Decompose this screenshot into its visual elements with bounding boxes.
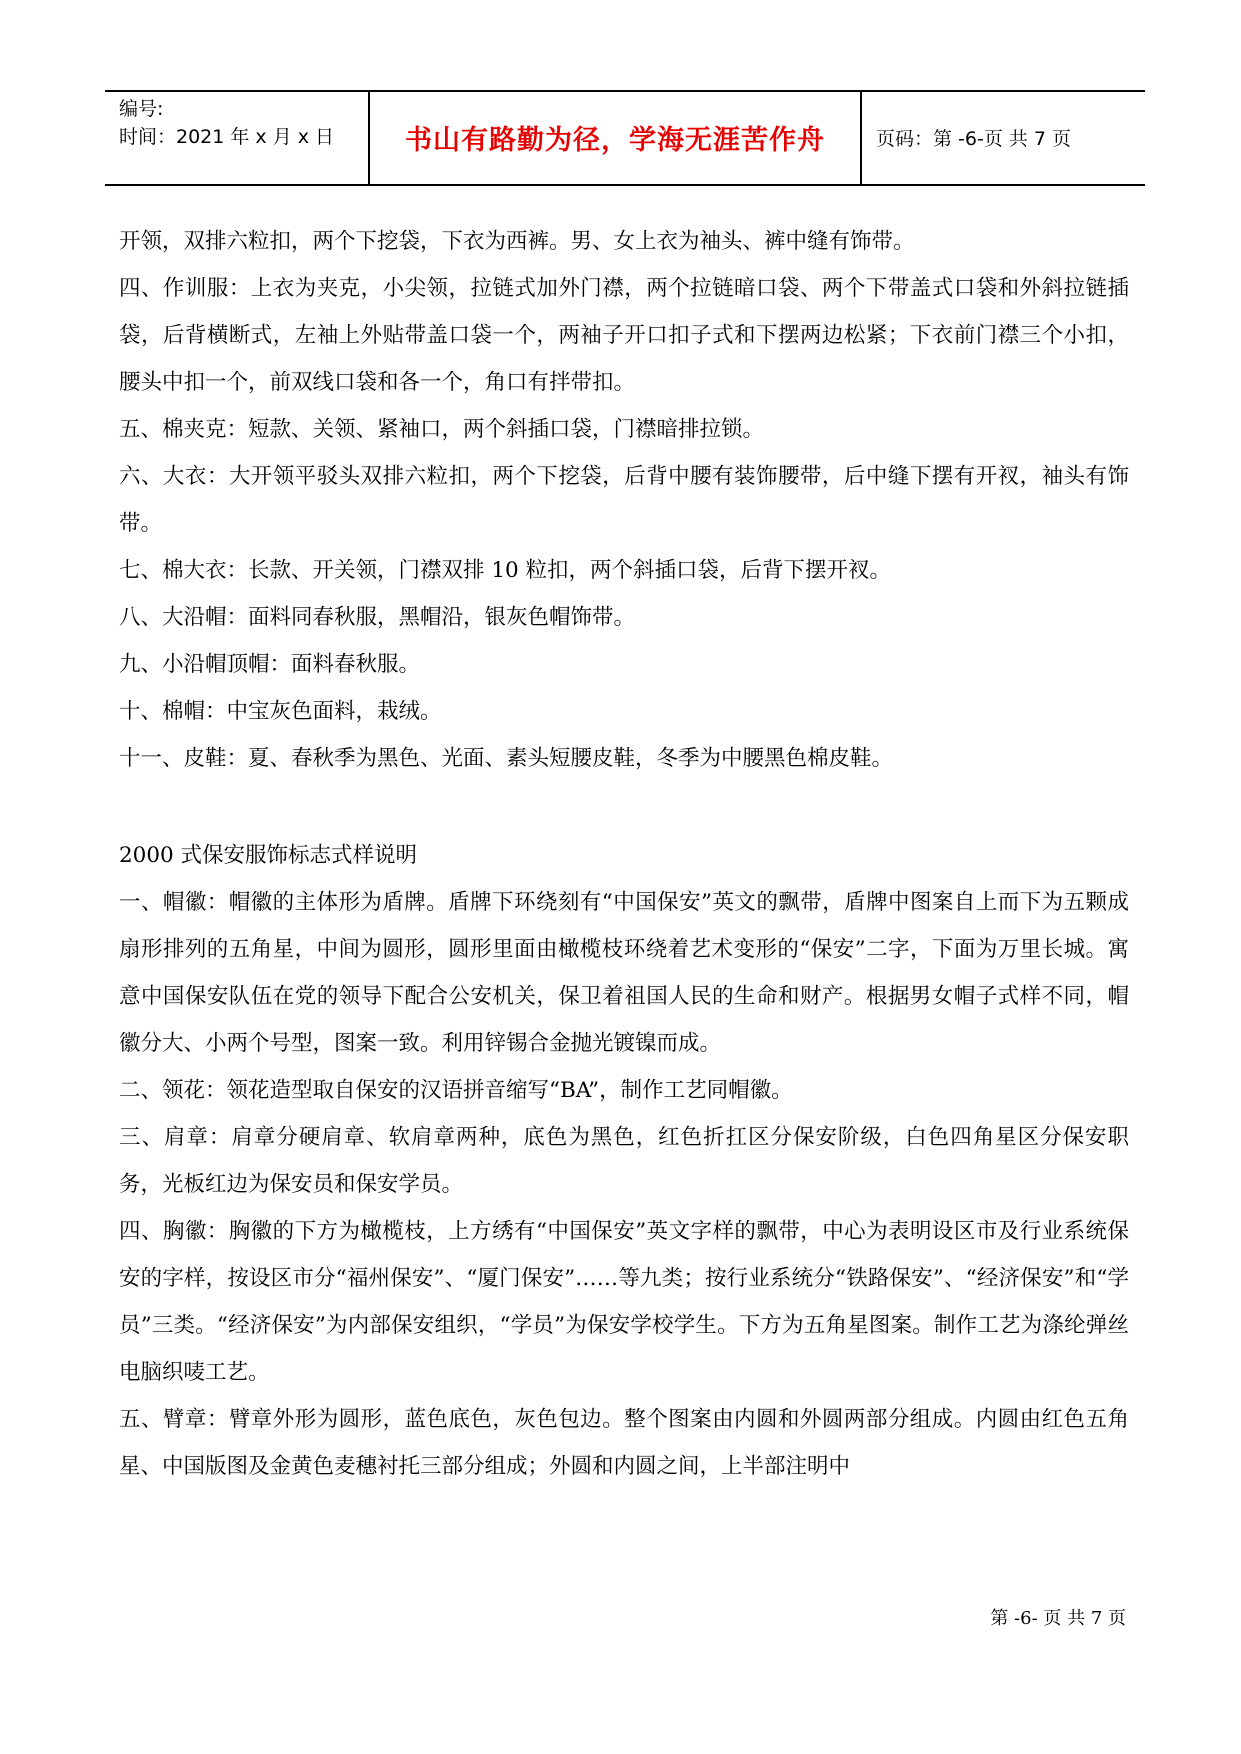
paragraph-8: 十、棉帽：中宝灰色面料，栽绒。 [119, 699, 442, 724]
document-time-label: 时间：2021 年 x 月 x 日 [119, 126, 335, 148]
paragraph-6: 八、大沿帽：面料同春秋服，黑帽沿，银灰色帽饰带。 [119, 605, 636, 630]
header-left-cell [105, 92, 370, 184]
page-header [105, 90, 1145, 186]
header-page-info: 页码：第 -6-页 共 7 页 [876, 128, 1072, 150]
document-number-label: 编号: [119, 98, 164, 120]
header-motto: 书山有路勤为径，学海无涯苦作舟 [405, 125, 825, 156]
section-paragraph-5: 五、臂章：臂章外形为圆形，蓝色底色，灰色包边。整个图案由内圆和外圆两部分组成。内圆由红色五角星、中国版图及金黄色麦穗衬托三部分组成；外圆和内圆之间，上半部注明中 [119, 1407, 1129, 1479]
section-title: 2000 式保安服饰标志式样说明 [119, 843, 418, 868]
paragraph-7: 九、小沿帽顶帽：面料春秋服。 [119, 652, 421, 677]
paragraph-5: 七、棉大衣：长款、开关领，门襟双排 10 粒扣，两个斜插口袋，后背下摆开衩。 [119, 558, 892, 583]
paragraph-2: 四、作训服：上衣为夹克，小尖领，拉链式加外门襟，两个拉链暗口袋、两个下带盖式口袋和外斜拉链插袋，后背横断式，左袖上外贴带盖口袋一个，两袖子开口扣子式和下摆两边松紧；下衣前门襟三个小扣，腰头中扣一个，前双线口袋和各一个，角口有拌带扣。 [119, 276, 1129, 395]
section-paragraph-2: 二、领花：领花造型取自保安的汉语拼音缩写“BA”，制作工艺同帽徽。 [119, 1078, 793, 1103]
header-middle-cell [370, 92, 862, 184]
paragraph-4: 六、大衣：大开领平驳头双排六粒扣，两个下挖袋，后背中腰有装饰腰带，后中缝下摆有开衩，袖头有饰带。 [119, 464, 1129, 536]
page-footer: 第 -6- 页 共 7 页 [990, 1608, 1126, 1629]
paragraph-3: 五、棉夹克：短款、关领、紧袖口，两个斜插口袋，门襟暗排拉锁。 [119, 417, 765, 442]
section-paragraph-3: 三、肩章：肩章分硬肩章、软肩章两种，底色为黑色，红色折扛区分保安阶级，白色四角星区分保安职务，光板红边为保安员和保安学员。 [119, 1125, 1129, 1197]
document-body [119, 218, 1129, 1490]
section-paragraph-1: 一、帽徽：帽徽的主体形为盾牌。盾牌下环绕刻有“中国保安”英文的飘带，盾牌中图案自上而下为五颗成扇形排列的五角星，中间为圆形，圆形里面由橄榄枝环绕着艺术变形的“保安”二字，下面为万里长城。寓意中国保安队伍在党的领导下配合公安机关，保卫着祖国人民的生命和财产。根据男女帽子式样不同，帽徽分大、小两个号型，图案一致。利用锌锡合金抛光镀镍而成。 [119, 890, 1129, 1056]
header-right-cell [862, 92, 1145, 184]
paragraph-9: 十一、皮鞋：夏、春秋季为黑色、光面、素头短腰皮鞋，冬季为中腰黑色棉皮鞋。 [119, 746, 894, 771]
paragraph-1: 开领，双排六粒扣，两个下挖袋，下衣为西裤。男、女上衣为袖头、裤中缝有饰带。 [119, 229, 915, 254]
section-spacer [119, 782, 1129, 832]
section-paragraph-4: 四、胸徽：胸徽的下方为橄榄枝，上方绣有“中国保安”英文字样的飘带，中心为表明设区市及行业系统保安的字样，按设区市分“福州保安”、“厦门保安”……等九类；按行业系统分“铁路保安”、“经济保安”和“学员”三类。“经济保安”为内部保安组织，“学员”为保安学校学生。下方为五角星图案。制作工艺为涤纶弹丝电脑织唛工艺。 [119, 1219, 1129, 1385]
